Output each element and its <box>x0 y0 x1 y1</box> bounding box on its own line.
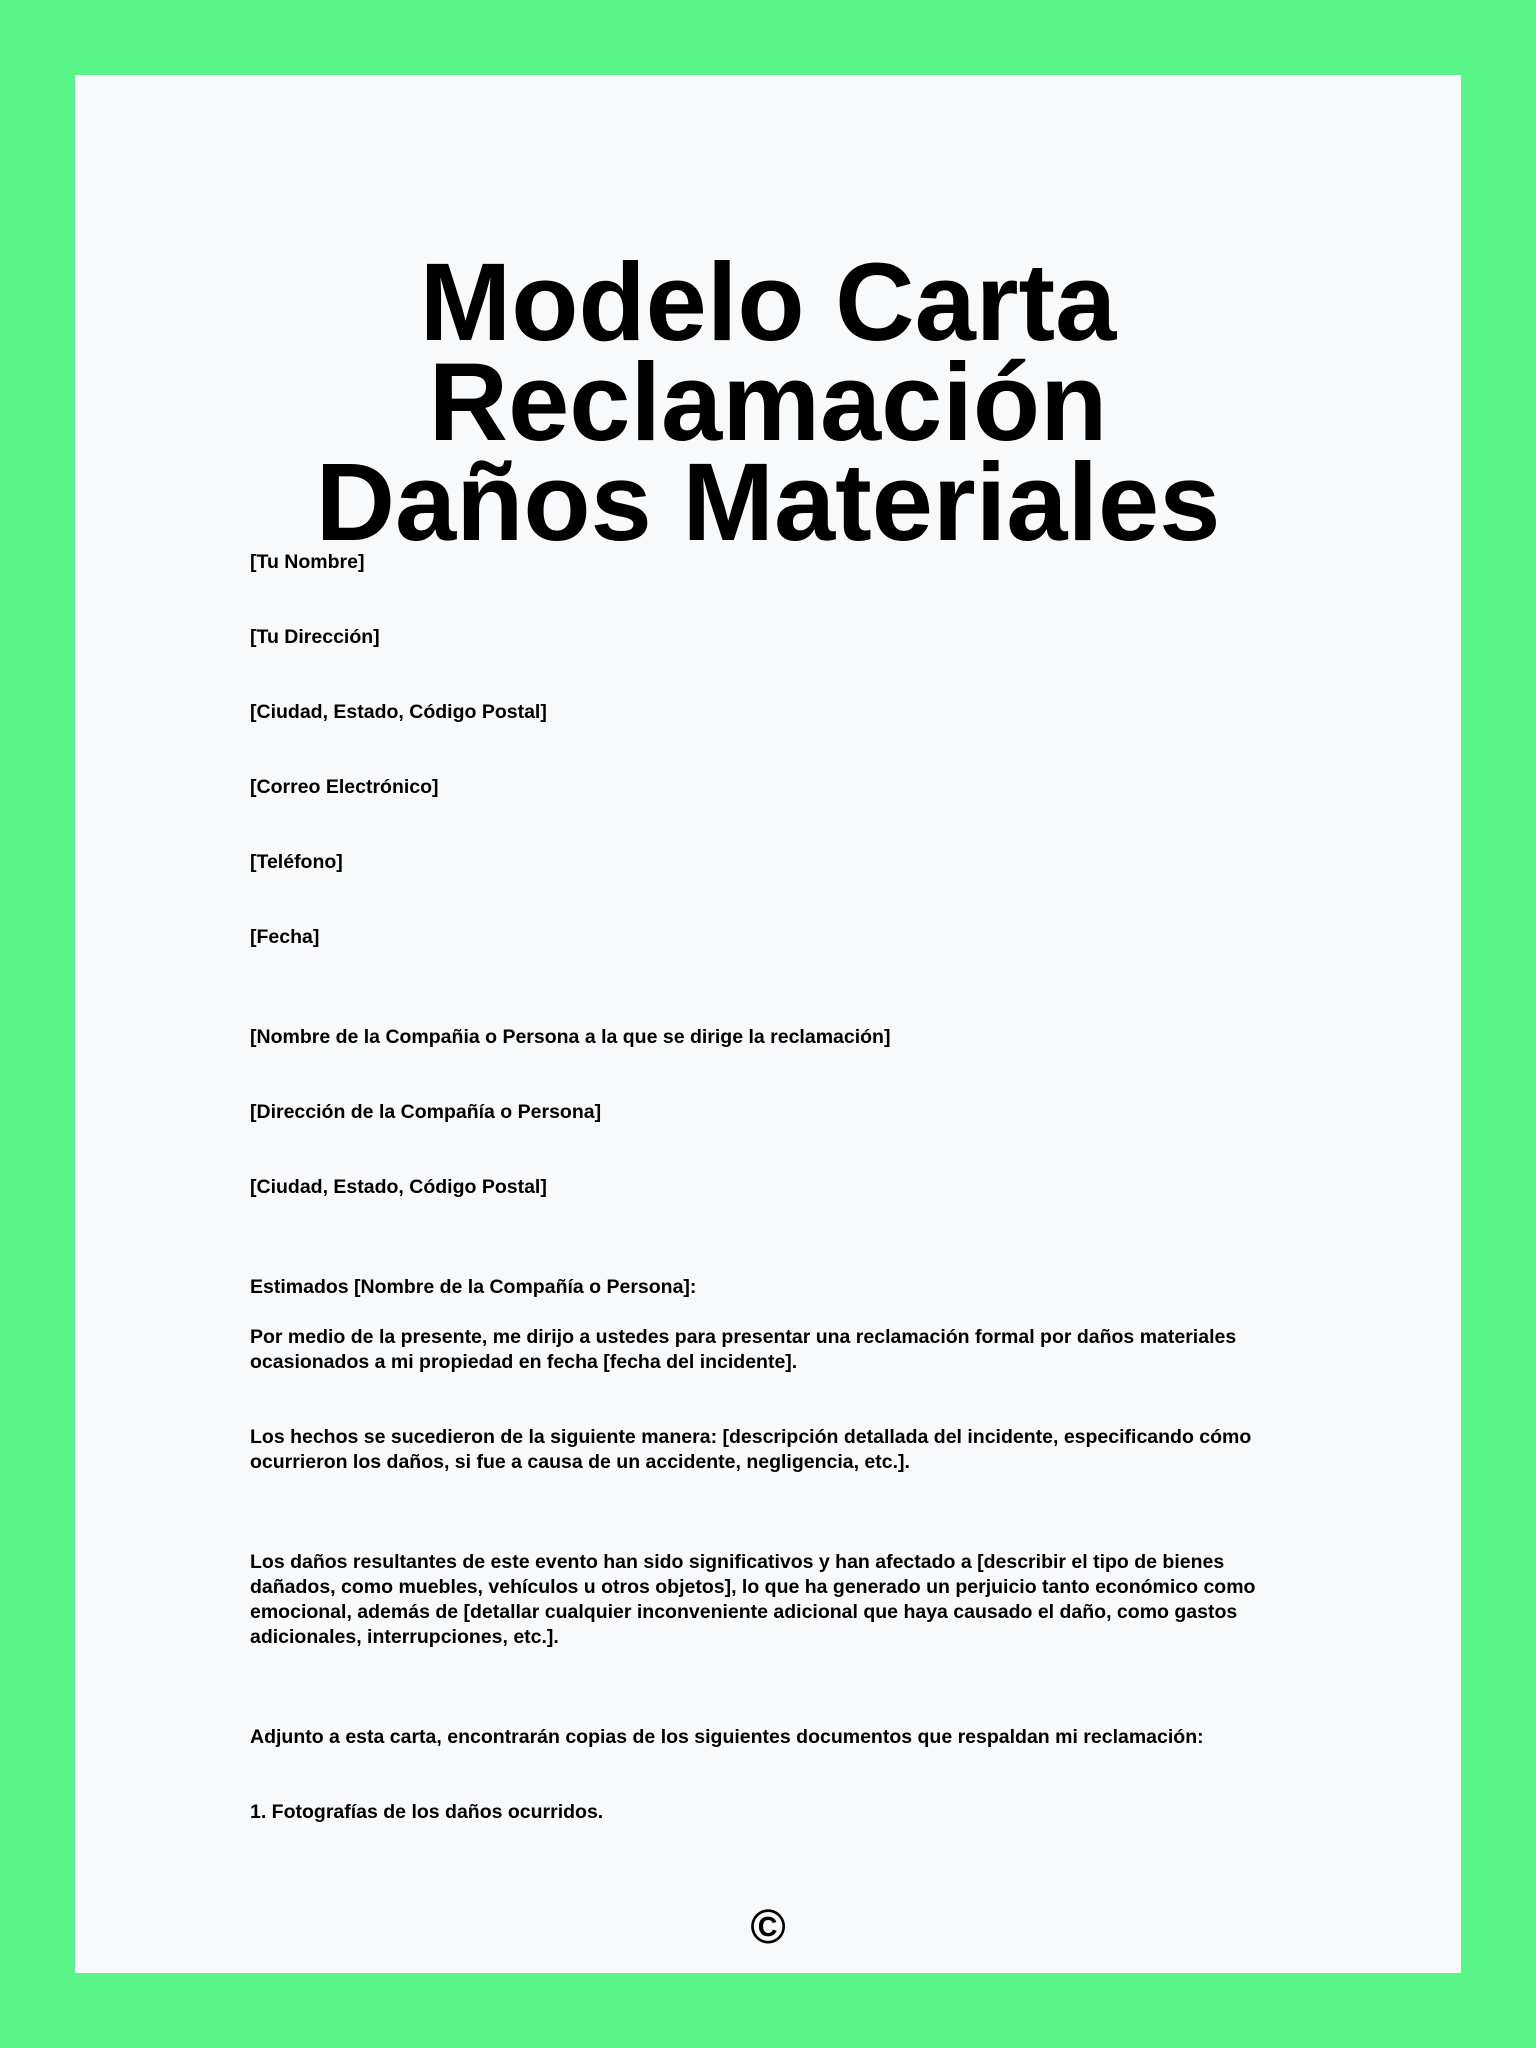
salutation: Estimados [Nombre de la Compañía o Persona]: <box>250 1276 697 1298</box>
paragraph-damages: Los daños resultantes de este evento han sido significativos y han afectado a [describir el tipo de bienes dañados, como muebles, vehículos u otros objetos], lo que ha generado un perjuicio tanto económico como emocional, además de [detallar cualquier inconveniente adicional que haya causado el daño, como gastos adicionales, interrupciones, etc.]. <box>250 1551 1256 1648</box>
paragraph-attachments: Adjunto a esta carta, encontrarán copias de los siguientes documentos que respaldan mi reclamación: <box>250 1726 1204 1748</box>
sender-email: [Correo Electrónico] <box>250 776 439 798</box>
document-page <box>75 75 1461 1973</box>
sender-phone: [Teléfono] <box>250 851 343 873</box>
recipient-name: [Nombre de la Compañia o Persona a la que se dirige la reclamación] <box>250 1026 891 1048</box>
title-line-2: Daños Materiales <box>315 441 1221 564</box>
recipient-address: [Dirección de la Compañía o Persona] <box>250 1101 602 1123</box>
attachment-item-1: 1. Fotografías de los daños ocurridos. <box>250 1801 604 1823</box>
sender-name: [Tu Nombre] <box>250 551 365 573</box>
title-line-1: Modelo Carta Reclamación <box>419 241 1117 464</box>
sender-address: [Tu Dirección] <box>250 626 380 648</box>
copyright-icon: © <box>750 1901 786 1954</box>
letter-date: [Fecha] <box>250 926 320 948</box>
paragraph-facts: Los hechos se sucedieron de la siguiente manera: [descripción detallada del incidente, especificando cómo ocurrieron los daños, si fue a causa de un accidente, negligencia, etc.]. <box>250 1426 1252 1473</box>
recipient-city: [Ciudad, Estado, Código Postal] <box>250 1176 547 1198</box>
paragraph-intro: Por medio de la presente, me dirijo a ustedes para presentar una reclamación formal por daños materiales ocasionados a mi propiedad en fecha [fecha del incidente]. <box>250 1326 1237 1373</box>
sender-city: [Ciudad, Estado, Código Postal] <box>250 701 547 723</box>
